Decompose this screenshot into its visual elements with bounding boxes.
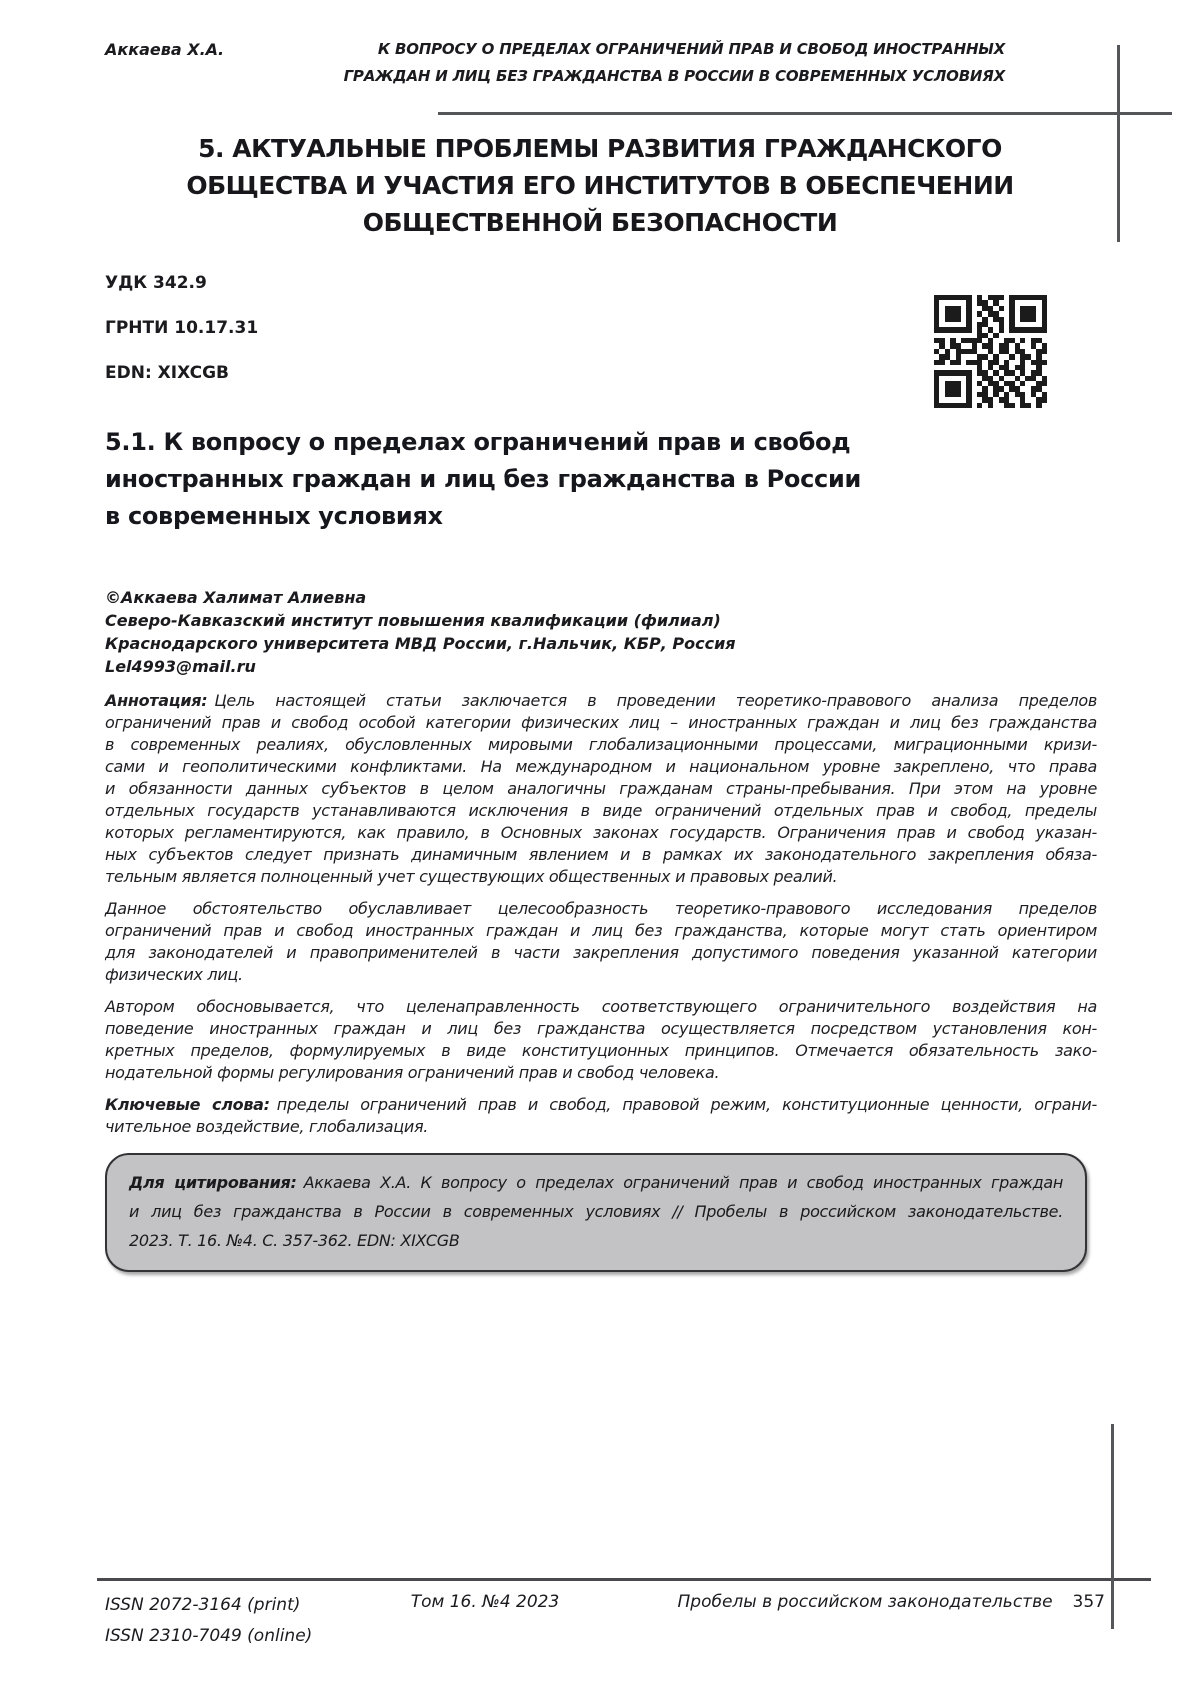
classification-codes xyxy=(105,273,258,408)
footer-rule xyxy=(97,1578,1151,1581)
issn-print: ISSN 2072-3164 (print) xyxy=(105,1595,301,1615)
section-heading-line3: ОБЩЕСТВЕННОЙ БЕЗОПАСНОСТИ xyxy=(362,208,838,237)
citation-label: Для цитирования: xyxy=(129,1173,297,1192)
footer-journal-page xyxy=(678,1592,1106,1612)
issn-online: ISSN 2310-7049 (online) xyxy=(105,1626,313,1646)
section-heading-line1: 5. АКТУАЛЬНЫЕ ПРОБЛЕМЫ РАЗВИТИЯ ГРАЖДАНСКОГО xyxy=(198,134,1002,163)
grnti-code: ГРНТИ 10.17.31 xyxy=(105,318,259,338)
keywords-label: Ключевые слова: xyxy=(105,1095,270,1114)
abstract-section xyxy=(105,690,1097,1148)
qr-code xyxy=(934,295,1047,408)
author-block xyxy=(105,586,736,678)
header-rule xyxy=(438,112,1172,115)
article-title-line3: в современных условиях xyxy=(105,502,443,530)
running-head-title-line2: ГРАЖДАН И ЛИЦ БЕЗ ГРАЖДАНСТВА В РОССИИ В СОВРЕМЕННЫХ УСЛОВИЯХ xyxy=(343,67,1005,85)
author-email: Lel4993@mail.ru xyxy=(105,657,256,676)
abstract-paragraph-2: Данное обстоятельство обуславливает целесообразность теоретико-правового исследования пределов ограничений прав и свобод иностранных граждан и лиц без гражданства, которые могут стать ориентиром для законодателей и правоприменителей в части закрепления допустимого поведения указанной категории физических лиц. xyxy=(105,899,1097,984)
running-head-title xyxy=(344,36,1005,90)
section-heading-line2: ОБЩЕСТВА И УЧАСТИЯ ЕГО ИНСТИТУТОВ В ОБЕСПЕЧЕНИИ xyxy=(186,171,1014,200)
bottom-right-vertical-rule xyxy=(1111,1424,1114,1629)
citation-box: Для цитирования: Аккаева Х.А. К вопросу о пределах ограничений прав и свобод иностранных граждан и лиц без гражданства в России в современных условиях // Пробелы в российском законодательстве. 2023. Т. 16. №4. С. 357-362. EDN: XIXCGB xyxy=(105,1153,1087,1272)
footer-page-number: 357 xyxy=(1072,1592,1105,1612)
running-head-author: Аккаева Х.А. xyxy=(105,40,225,59)
abstract-paragraph-3: Автором обосновывается, что целенаправленность соответствующего ограничительного воздействия на поведение иностранных граждан и лиц без гражданства осуществляется посредством установления кон- кретных пределов, формулируемых в виде конституционных принципов. Отмечается обязательность зако- нодательной формы регулирования ограничений прав и свобод человека. xyxy=(105,997,1097,1082)
running-head-title-line1: К ВОПРОСУ О ПРЕДЕЛАХ ОГРАНИЧЕНИЙ ПРАВ И СВОБОД ИНОСТРАННЫХ xyxy=(377,40,1005,58)
author-name: ©Аккаева Халимат Алиевна xyxy=(105,588,367,607)
article-title-line1: 5.1. К вопросу о пределах ограничений прав и свобод xyxy=(105,428,851,456)
top-right-vertical-rule xyxy=(1117,45,1120,242)
section-heading xyxy=(100,130,1100,241)
footer-volume: Том 16. №4 2023 xyxy=(410,1592,560,1612)
keywords: Ключевые слова: пределы ограничений прав и свобод, правовой режим, конституционные ценности, ограни- чительное воздействие, глобализация. xyxy=(105,1095,1097,1136)
author-affiliation-2: Краснодарского университета МВД России, г.Нальчик, КБР, Россия xyxy=(105,634,736,653)
edn-code: EDN: XIXCGB xyxy=(105,363,229,383)
author-affiliation-1: Северо-Кавказский институт повышения квалификации (филиал) xyxy=(105,611,721,630)
footer-issn xyxy=(105,1590,312,1652)
article-title-line2: иностранных граждан и лиц без гражданства в России xyxy=(105,465,862,493)
abstract-paragraph-1: Аннотация: Цель настоящей статьи заключается в проведении теоретико-правового анализа пределов ограничений прав и свобод особой категории физических лиц – иностранных граждан и лиц без гражданства в современных реалиях, обусловленных мировыми глобализационными процессами, миграционными кризи- сами и геополитическими конфликтами. На международном и национальном уровне закреплено, что права и обязанности данных субъектов в целом аналогичны гражданам страны-пребывания. При этом на уровне отдельных государств устанавливаются исключения в виде ограничений отдельных прав и свобод, пределы которых регламентируются, как правило, в Основных законах государств. Ограничения прав и свобод указан- ных субъектов следует признать динамичным явлением и в рамках их законодательного закрепления обяза- тельным является полноценный учет существующих общественных и правовых реалий. xyxy=(105,691,1097,886)
udk-code: УДК 342.9 xyxy=(105,273,207,293)
footer-journal-title: Пробелы в российском законодательстве xyxy=(677,1592,1053,1612)
article-title xyxy=(105,424,1005,535)
abstract-label: Аннотация: xyxy=(105,691,208,710)
